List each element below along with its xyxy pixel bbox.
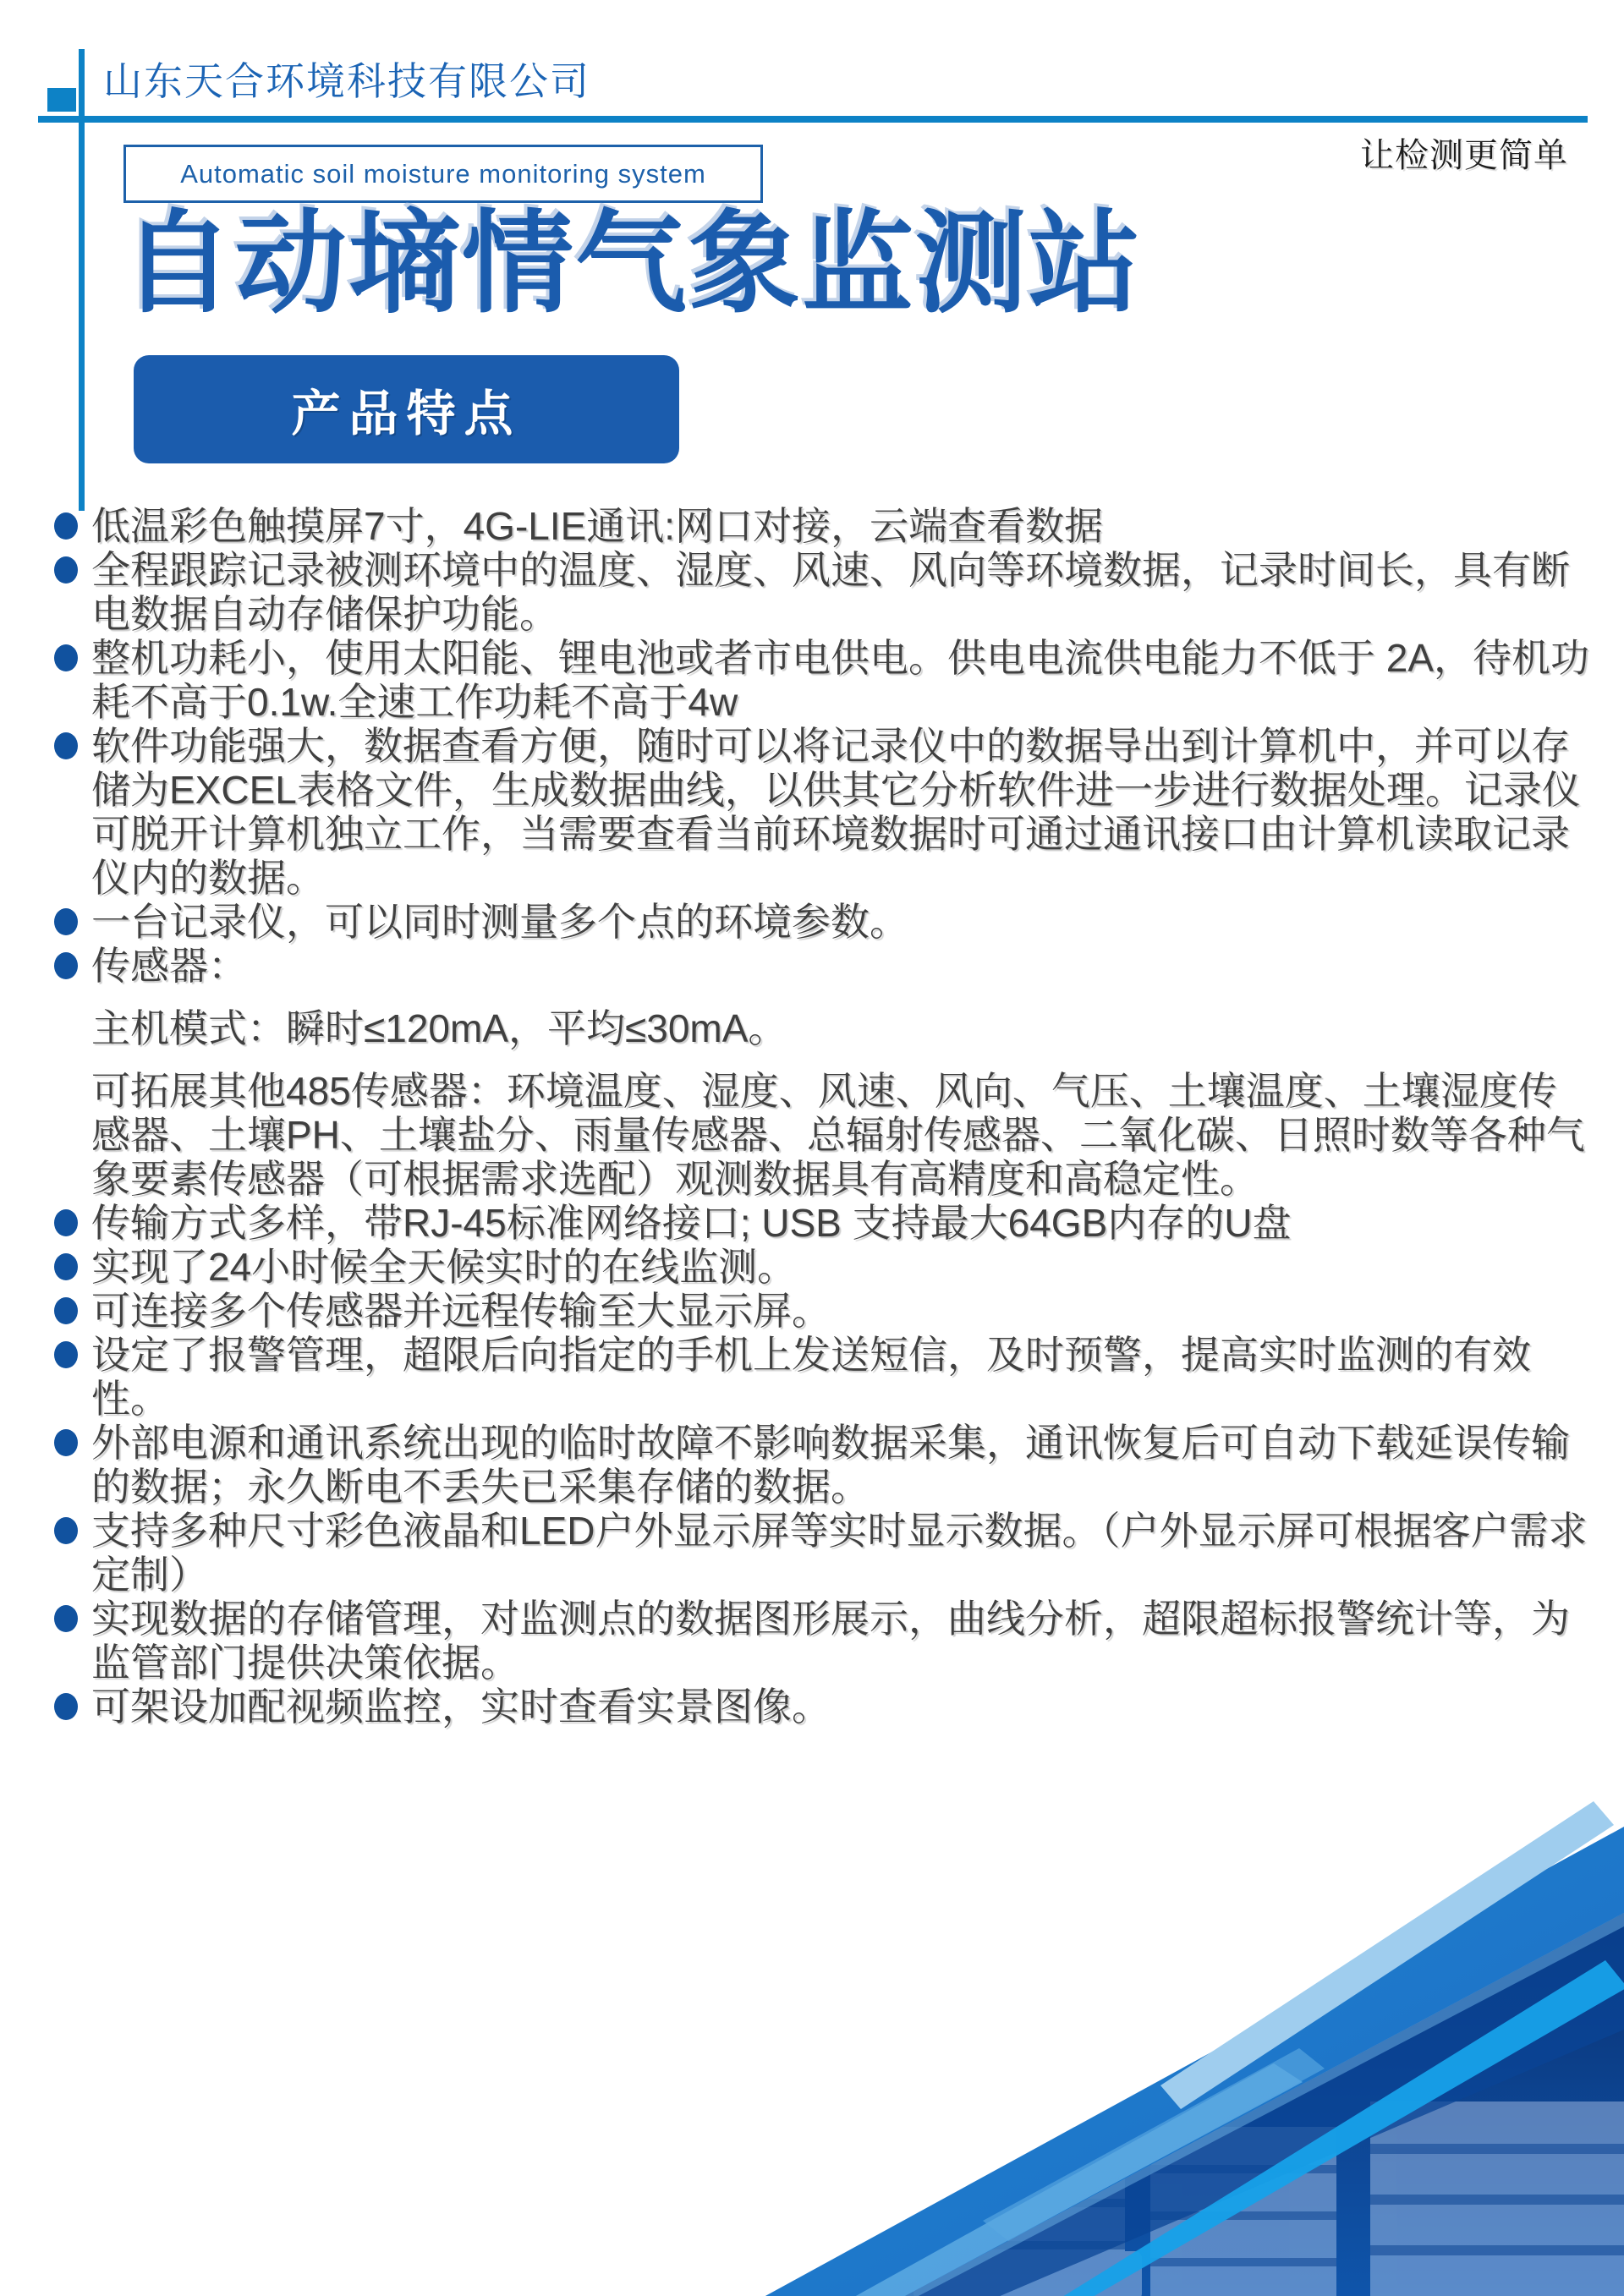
feature-text: 整机功耗小，使用太阳能、锂电池或者市电供电。供电电流供电能力不低于 2A，待机功耗不高于0.1w.全速工作功耗不高于4w bbox=[91, 636, 1590, 724]
feature-item bbox=[54, 1509, 1590, 1597]
feature-item bbox=[54, 1597, 1590, 1685]
feature-text: 主机模式：瞬时≤120mA，平均≤30mA。 bbox=[91, 1006, 787, 1050]
pale-stripe bbox=[1160, 1801, 1614, 2109]
feature-item bbox=[54, 1201, 1590, 1245]
feature-text: 传输方式多样，带RJ-45标准网络接口; USB 支持最大64GB内存的U盘 bbox=[91, 1201, 1292, 1245]
photo-edge-line bbox=[903, 1913, 1624, 2296]
feature-text: 低温彩色触摸屏7寸，4G-LIE通讯:网口对接，云端查看数据 bbox=[91, 504, 1104, 548]
feature-item bbox=[54, 1421, 1590, 1509]
bullet-icon bbox=[54, 512, 78, 540]
bullet-icon bbox=[54, 1297, 78, 1324]
feature-item bbox=[54, 1333, 1590, 1421]
brand-square-icon bbox=[47, 88, 76, 112]
feature-item bbox=[54, 1006, 1590, 1050]
feature-item bbox=[54, 1289, 1590, 1333]
bullet-icon bbox=[54, 1693, 78, 1720]
english-subtitle-box bbox=[123, 145, 763, 203]
slogan-text: 让检测更简单 bbox=[1360, 137, 1568, 174]
main-band bbox=[764, 1827, 1624, 2296]
bullet-icon bbox=[54, 644, 78, 671]
page-title: 自动墒情气象监测站 bbox=[122, 201, 1142, 326]
photo-wedge bbox=[897, 1903, 1624, 2296]
feature-item bbox=[54, 1069, 1590, 1201]
feature-item bbox=[54, 504, 1590, 548]
feature-text: 全程跟踪记录被测环境中的温度、湿度、风速、风向等环境数据，记录时间长，具有断电数据自动存储保护功能。 bbox=[91, 548, 1570, 636]
feature-item bbox=[54, 724, 1590, 900]
bullet-icon bbox=[54, 732, 78, 759]
bullet-icon bbox=[54, 1605, 78, 1632]
plant-icon bbox=[1338, 1970, 1369, 2021]
feature-text: 实现了24小时候全天候实时的在线监测。 bbox=[91, 1245, 797, 1289]
bullet-icon bbox=[54, 1429, 78, 1456]
feature-item bbox=[54, 944, 1590, 988]
feature-text: 可连接多个传感器并远程传输至大显示屏。 bbox=[91, 1289, 831, 1333]
band-trim-upper bbox=[983, 2048, 1325, 2241]
feature-text: 一台记录仪，可以同时测量多个点的环境参数。 bbox=[91, 900, 908, 944]
bullet-icon bbox=[54, 1517, 78, 1544]
feature-item bbox=[54, 1245, 1590, 1289]
feature-item bbox=[54, 900, 1590, 944]
company-name: 山东天合环境科技有限公司 bbox=[103, 59, 590, 103]
photo-shelf-slats bbox=[947, 2144, 1624, 2266]
feature-text: 实现数据的存储管理，对监测点的数据图形展示，曲线分析，超限超标报警统计等，为监管部门提供决策依据。 bbox=[91, 1597, 1570, 1685]
bullet-icon bbox=[54, 1253, 78, 1280]
feature-text: 设定了报警管理，超限后向指定的手机上发送短信，及时预警，提高实时监测的有效性。 bbox=[91, 1333, 1531, 1421]
horizontal-rule bbox=[38, 116, 1588, 123]
bullet-icon bbox=[54, 1209, 78, 1236]
feature-text: 可架设加配视频监控，实时查看实景图像。 bbox=[91, 1685, 831, 1729]
cyan-stripe bbox=[1062, 1960, 1624, 2296]
features-list bbox=[54, 504, 1590, 1729]
feature-text: 支持多种尺寸彩色液晶和LED户外显示屏等实时显示数据。（户外显示屏可根据客户需求定制） bbox=[91, 1509, 1588, 1597]
photo-dark-overlay bbox=[903, 1913, 1624, 2296]
english-subtitle: Automatic soil moisture monitoring system bbox=[180, 158, 706, 189]
band-trim bbox=[854, 2063, 1303, 2296]
bullet-icon bbox=[54, 1341, 78, 1368]
feature-text: 可拓展其他485传感器：环境温度、湿度、风速、风向、气压、土壤温度、土壤湿度传感器、土壤PH、土壤盐分、雨量传感器、总辐射传感器、二氧化碳、日照时数等各种气象要素传感器（可根据需求选配）观测数据具有高精度和高稳定性。 bbox=[91, 1069, 1585, 1201]
product-features-button[interactable]: 产品特点 bbox=[134, 355, 679, 463]
bullet-icon bbox=[54, 556, 78, 584]
feature-item bbox=[54, 1685, 1590, 1729]
photo-furniture bbox=[914, 2101, 1624, 2296]
bullet-icon bbox=[54, 908, 78, 935]
feature-text: 传感器： bbox=[91, 944, 247, 988]
feature-text: 软件功能强大，数据查看方便，随时可以将记录仪中的数据导出到计算机中，并可以存储为EXCEL表格文件，生成数据曲线，以供其它分析软件进一步进行数据处理。记录仪可脱开计算机独立工作，当需要查看当前环境数据时可通过通讯接口由计算机读取记录仪内的数据。 bbox=[91, 724, 1581, 900]
feature-item bbox=[54, 636, 1590, 724]
feature-item bbox=[54, 548, 1590, 636]
feature-text: 外部电源和通讯系统出现的临时故障不影响数据采集，通讯恢复后可自动下载延误传输的数据；永久断电不丢失已采集存储的数据。 bbox=[91, 1421, 1570, 1509]
bullet-icon bbox=[54, 952, 78, 979]
